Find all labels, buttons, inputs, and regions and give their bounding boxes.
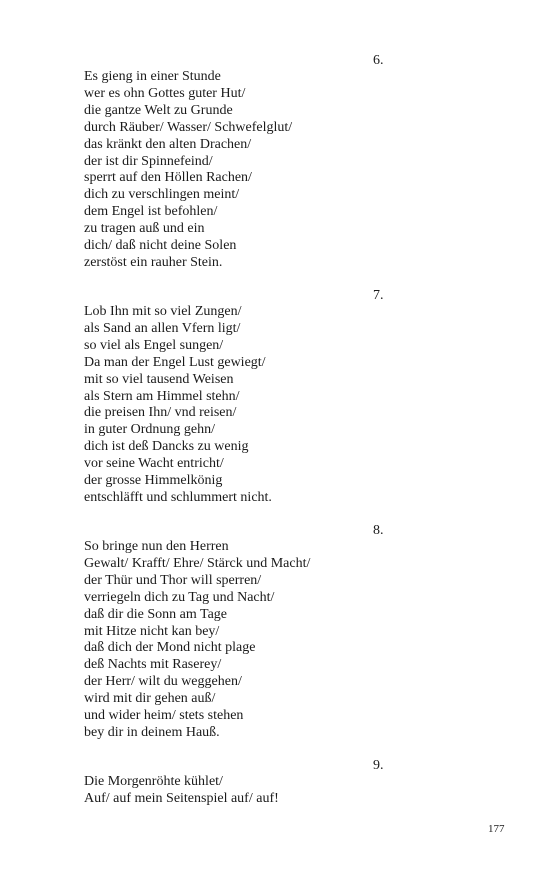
verse-line: dich ist deß Dancks zu wenig — [84, 439, 249, 455]
verse-line: deß Nachts mit Raserey/ — [84, 657, 222, 673]
verse-line: der grosse Himmelkönig — [84, 473, 223, 489]
verse-line: verriegeln dich zu Tag und Nacht/ — [84, 589, 275, 605]
verse-line: das kränkt den alten Drachen/ — [84, 136, 252, 152]
verse-line: bey dir in deinem Hauß. — [84, 724, 220, 740]
stanza-number: 9. — [373, 758, 384, 773]
verse-line: und wider heim/ stets stehen — [84, 708, 244, 724]
verse-line: wer es ohn Gottes guter Hut/ — [84, 85, 246, 101]
verse-line: zu tragen auß und ein — [84, 221, 205, 237]
verse-line: als Stern am Himmel stehn/ — [84, 388, 240, 404]
stanza-number: 7. — [373, 288, 384, 303]
verse-line: dich zu verschlingen meint/ — [84, 187, 240, 203]
verse-line: daß dich der Mond nicht plage — [84, 640, 256, 656]
verse-line: mit so viel tausend Weisen — [84, 371, 234, 387]
stanza-lines — [84, 69, 292, 272]
verse-line: dem Engel ist befohlen/ — [84, 204, 218, 220]
stanza-number: 6. — [373, 53, 384, 68]
verse-line: der Thür und Thor will sperren/ — [84, 572, 262, 588]
verse-line: als Sand an allen Vfern ligt/ — [84, 320, 241, 336]
verse-line: wird mit dir gehen auß/ — [84, 691, 216, 707]
verse-line: zerstöst ein rauher Stein. — [84, 254, 223, 270]
verse-line: entschläfft und schlummert nicht. — [84, 489, 272, 505]
verse-line: dich/ daß nicht deine Solen — [84, 238, 237, 254]
stanza-lines — [84, 304, 272, 507]
verse-line: So bringe nun den Herren — [84, 539, 229, 554]
verse-line: Auf/ auf mein Seitenspiel auf/ auf! — [84, 790, 279, 806]
verse-line: der Herr/ wilt du weggehen/ — [84, 674, 242, 690]
verse-line: durch Räuber/ Wasser/ Schwefelglut/ — [84, 119, 293, 135]
verse-line: Die Morgenröhte kühlet/ — [84, 774, 223, 789]
stanza-number: 8. — [373, 523, 384, 538]
verse-line: die preisen Ihn/ vnd reisen/ — [84, 405, 237, 421]
verse-line: mit Hitze nicht kan bey/ — [84, 623, 220, 639]
verse-line: so viel als Engel sungen/ — [84, 337, 224, 353]
verse-line: Gewalt/ Krafft/ Ehre/ Stärck und Macht/ — [84, 555, 311, 571]
page-number: 177 — [488, 823, 505, 835]
verse-line: die gantze Welt zu Grunde — [84, 102, 233, 118]
verse-line: sperrt auf den Höllen Rachen/ — [84, 170, 252, 186]
verse-line: Da man der Engel Lust gewiegt/ — [84, 354, 266, 370]
verse-line: Es gieng in einer Stunde — [84, 69, 221, 84]
verse-line: vor seine Wacht entricht/ — [84, 456, 224, 472]
verse-line: in guter Ordnung gehn/ — [84, 422, 216, 438]
verse-line: der ist dir Spinnefeind/ — [84, 153, 213, 169]
stanza-lines — [84, 774, 279, 808]
verse-line: daß dir die Sonn am Tage — [84, 606, 228, 622]
verse-line: Lob Ihn mit so viel Zungen/ — [84, 304, 242, 319]
stanza-lines — [84, 539, 310, 742]
